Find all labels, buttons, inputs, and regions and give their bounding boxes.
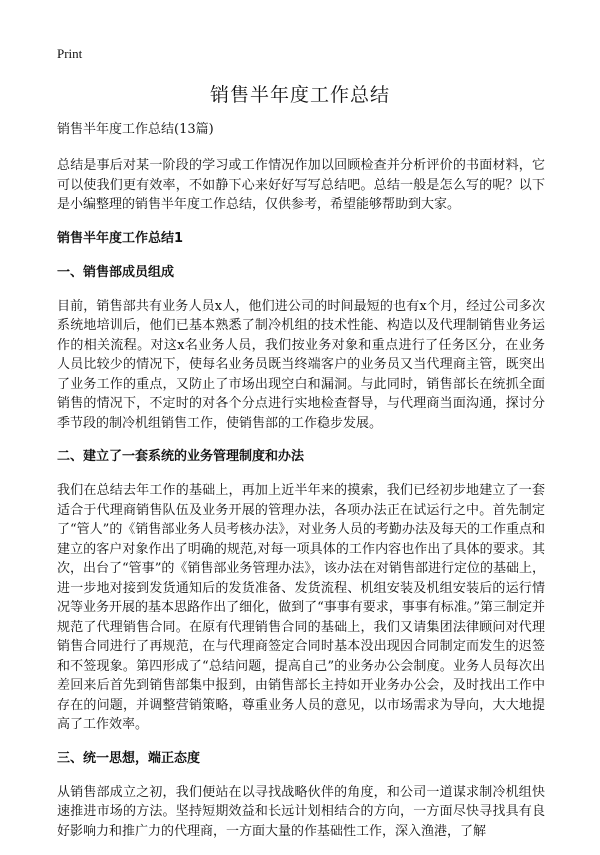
section-title: 销售半年度工作总结1 xyxy=(57,230,184,246)
intro-paragraph: 总结是事后对某一阶段的学习或工作情况作加以回顾检查并分析评价的书面材料，它可以使我们更有效率，不如静下心来好好写写总结吧。总结一般是怎么写的呢？以下是小编整理的销售半年度工作总结，仅供参考，希望能够帮助到大家。 xyxy=(57,158,545,212)
paragraph-3: 从销售部成立之初，我们便站在以寻找战略伙伴的角度，和公司一道谋求制冷机组快速推进市场的方法。坚持短期效益和长远计划相结合的方向，一方面尽快寻找具有良好影响力和推广力的代理商，一方面大量的作基础性工作，深入渔港，了解 xyxy=(57,784,545,839)
paragraph-1: 目前，销售部共有业务人员x人，他们进公司的时间最短的也有x个月，经过公司多次系统地培训后，他们已基本熟悉了制冷机组的技术性能、构造以及代理制销售业务运作的相关流程。对这x名业务人员，我们按业务对象和重点进行了任务区分，在业务人员比较少的情况下，使每名业务员既当终端客户的业务员又当代理商主管，既突出了业务工作的重点，又防止了市场出现空白和漏洞。与此同时，销售部长在统抓全面销售的情况下，不定时的对各个分点进行实地检查督导，与代理商当面沟通，探讨分季节段的制冷机组销售工作，使销售部的工作稳步发展。 xyxy=(57,298,545,431)
page-title: 销售半年度工作总结 xyxy=(209,84,390,106)
document-subtitle: 销售半年度工作总结(13篇) xyxy=(57,122,214,137)
print-link[interactable]: Print xyxy=(57,46,83,61)
heading-3: 三、统一思想，端正态度 xyxy=(57,750,201,766)
document-body xyxy=(57,120,545,855)
paragraph-2: 我们在总结去年工作的基础上，再加上近半年来的摸索，我们已经初步地建立了一套适合于代理商销售队伍及业务开展的管理办法，各项办法正在试运行之中。首先制定了“管人”的《销售部业务人员考核办法》，对业务人员的考勤办法及每天的工作重点和建立的客户对象作出了明确的规范,对每一项具体的工作内容也作出了具体的要求。其次，出台了“管事”的《销售部业务管理办法》，该办法在对销售部进行定位的基础上，进一步地对接到发货通知后的发货准备、发货流程、机组安装及机组安装后的运行情况等业务开展的基本思路作出了细化，做到了“事事有要求，事事有标准。”第三制定并规范了代理销售合同。在原有代理销售合同的基础上，我们又请集团法律顾问对代理销售合同进行了再规范，在与代理商签定合同时基本没出现因合同制定而发生的迟签和不签现象。第四形成了“总结问题，提高自己”的业务办公会制度。业务人员每次出差回来后首先到销售部集中报到，由销售部长主持如开业务办公会，及时找出工作中存在的问题，并调整营销策略，尊重业务人员的意见，以市场需求为导向，大大地提高了工作效率。 xyxy=(57,483,545,732)
heading-2: 二、建立了一套系统的业务管理制度和办法 xyxy=(57,449,305,464)
heading-1: 一、销售部成员组成 xyxy=(57,264,175,280)
